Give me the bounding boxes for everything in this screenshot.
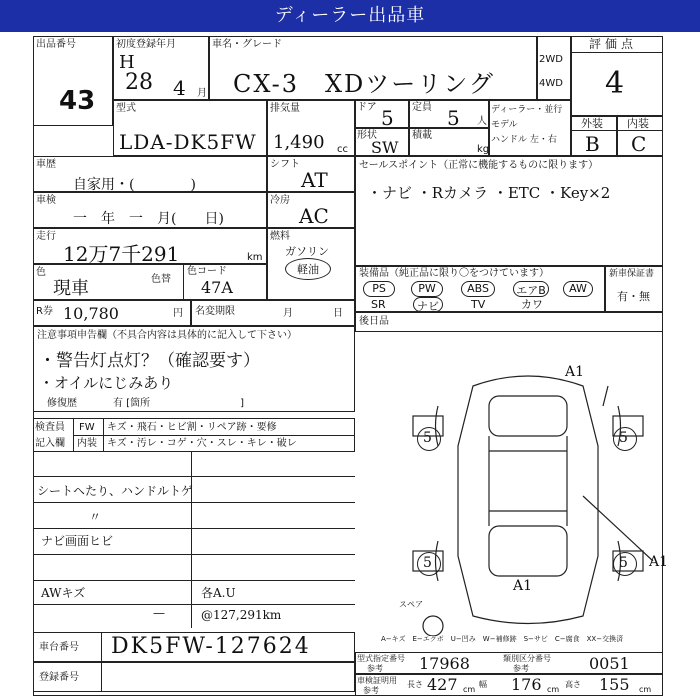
length-value: 427 [427,675,458,694]
first-reg-month: 4 [173,76,186,100]
chassis-value: DK5FW-127624 [111,634,311,659]
car-name-label: 車名・グレード [212,39,282,50]
ext-label: 外装 [581,117,603,130]
int-value: C [631,132,647,156]
first-reg-label: 初度登録年月 [116,39,176,50]
equip-sr: SR [371,298,386,311]
capacity-value: 5 [447,106,460,130]
damage-mark-a1-top: A1 [565,364,585,380]
fuel-circle [285,258,331,280]
name-change-month: 月 [283,308,293,319]
post-delivery-cell [355,312,663,332]
dealer-line1: ディーラー・並行 [491,105,563,115]
cert-label: 車検証明用 [357,676,397,685]
car-name-value: CX-3 XDツーリング [233,70,495,98]
damage-legend: A−キズ E−エクボ U−凹み W−補修跡 S−サビ C−腐食 XX−交換済 [381,635,624,643]
notes-label: 注意事項申告欄（不具合内容は具体的に記入して下さい） [37,330,297,341]
equipment-label: 装備品（純正品に限り〇をつけています） [359,268,549,279]
int-insp-items: キズ・汚レ・コゲ・穴・スレ・キレ・破レ [107,438,297,449]
car-diagram [393,356,663,636]
grade-value: 4 [605,66,625,101]
damage-mark-5-rr: 5 [619,555,628,571]
mileage-unit: km [247,252,263,263]
equip-airbag: エアB [513,281,549,297]
auction-sheet [33,36,669,696]
dealer-line2: モデル [491,120,518,130]
displacement-value: 1,490 [273,132,325,153]
load-label: 積載 [412,130,432,141]
recycle-value: 10,780 [63,304,119,323]
fw-label: FW [79,422,95,433]
model-value: LDA-DK5FW [119,130,257,154]
color-value: 現車 [53,278,89,299]
first-reg-year: 28 [125,70,153,95]
repair-value: 有 [箇所 ] [113,398,244,409]
history-label: 車歴 [36,159,56,170]
color-code: 47A [201,278,233,297]
selling-points-cell [355,156,663,266]
drive-4wd: 4WD [539,78,563,89]
equip-navi: ナビ [413,297,443,312]
load-unit: kg [477,144,490,155]
name-change-day: 日 [333,308,343,319]
type-ref: 参考 [367,664,383,673]
damage-mark-5-fl: 5 [423,430,432,446]
type-value: 17968 [419,654,470,673]
remarks-divider [191,452,192,628]
registration-label: 登録番号 [39,672,79,683]
class-label: 類別区分番号 [503,654,551,663]
width-unit: cm [547,685,560,694]
repair-label: 修復歴 [47,398,77,409]
remark-line1: シートヘたり、ハンドルトゲ [37,484,193,498]
shift-value: AT [301,168,328,192]
remark-line6: — [153,606,165,620]
damage-mark-a1-rear: A1 [513,578,533,594]
mileage-label: 走行 [36,231,56,242]
selling-points-value: ・ナビ ・Rカメラ ・ETC ・Key×2 [367,184,611,202]
inspection-value: 一 年 一 月( 日) [73,211,224,227]
aircon-value: AC [299,204,329,228]
new-warranty-value: 有・無 [617,290,650,303]
height-unit: cm [639,685,652,694]
type-label: 型式指定番号 [357,654,405,663]
notes-line2: ・オイルにじみあり [39,374,174,392]
notes-line1: ・警告灯点灯？（確認要す） [39,351,260,371]
doors-label: ドア [357,102,377,113]
ext-value: B [585,132,600,156]
equip-ps: PS [363,281,395,297]
drive-cell [537,36,571,100]
int-insp-label: 内装 [77,438,97,449]
fuel-gas: ガソリン [285,245,329,258]
first-reg-era: H [119,52,135,73]
width-value: 176 [511,675,542,694]
color-change-label: 色替 [151,274,171,285]
class-value: 0051 [589,654,630,673]
displacement-unit: cc [337,144,348,155]
length-label: 長さ [407,680,423,689]
remark-line2: 〃 [89,510,102,524]
equip-aw: AW [563,281,593,297]
equip-tv: TV [471,298,486,311]
equip-pw: PW [411,281,443,297]
inspector-label2: 記入欄 [35,438,65,449]
recycle-label: R券 [36,306,53,317]
remark-line3: ナビ画面ヒビ [41,534,114,548]
fuel-diesel: 軽油 [297,263,319,276]
doors-value: 5 [381,106,394,130]
first-reg-month-unit: 月 [197,88,207,99]
length-unit: cm [463,685,476,694]
new-warranty-label: 新車保証書 [609,269,655,279]
equip-abs: ABS [461,281,495,297]
width-label: 幅 [479,680,487,689]
capacity-unit: 人 [477,116,487,127]
grade-label: 評価点 [589,37,638,51]
spare-label: スペア [399,600,423,609]
lot-number: 43 [59,86,96,116]
mileage-value: 12万7千291 [63,242,180,266]
drive-2wd: 2WD [539,54,563,65]
height-value: 155 [599,675,630,694]
color-code-label: 色コード [187,266,227,277]
history-value: 自家用・( ) [73,177,196,193]
fw-items: キズ・飛石・ヒビ割・リペア跡・要修 [107,422,277,433]
aircon-label: 冷房 [270,195,290,206]
registration-cell [33,662,355,692]
shape-value: SW [371,138,399,157]
color-label: 色 [36,267,46,278]
int-label: 内装 [627,117,649,130]
remark-line7: @127,291km [201,608,282,622]
damage-mark-a1-right: A1 [649,554,669,570]
damage-mark-5-fr: 5 [619,430,628,446]
post-delivery-label: 後日品 [359,316,389,327]
inspector-label1: 検査員 [35,422,65,433]
displacement-label: 排気量 [270,103,300,114]
damage-mark-5-rl: 5 [423,555,432,571]
recycle-unit: 円 [173,308,183,319]
name-change-label: 名変期限 [195,306,235,317]
remark-line5: 各A.U [201,586,236,600]
height-label: 高さ [565,680,581,689]
dealer-line3: ハンドル 左・右 [491,135,557,145]
model-label: 型式 [116,103,136,114]
selling-points-label: セールスポイント（正常に機能するものに限ります） [359,160,599,171]
cert-ref: 参考 [363,686,379,695]
equip-leather: カワ [521,298,543,311]
remark-line4: AWキズ [41,586,86,600]
page-header: ディーラー出品車 [0,0,700,32]
lot-label: 出品番号 [36,39,76,50]
fuel-label: 燃料 [270,231,290,242]
shape-label: 形状 [357,130,377,141]
chassis-label: 車台番号 [39,642,79,653]
inspection-label: 車検 [36,195,56,206]
shift-label: シフト [270,159,300,170]
class-ref: 参考 [513,664,529,673]
capacity-label: 定員 [412,102,432,113]
